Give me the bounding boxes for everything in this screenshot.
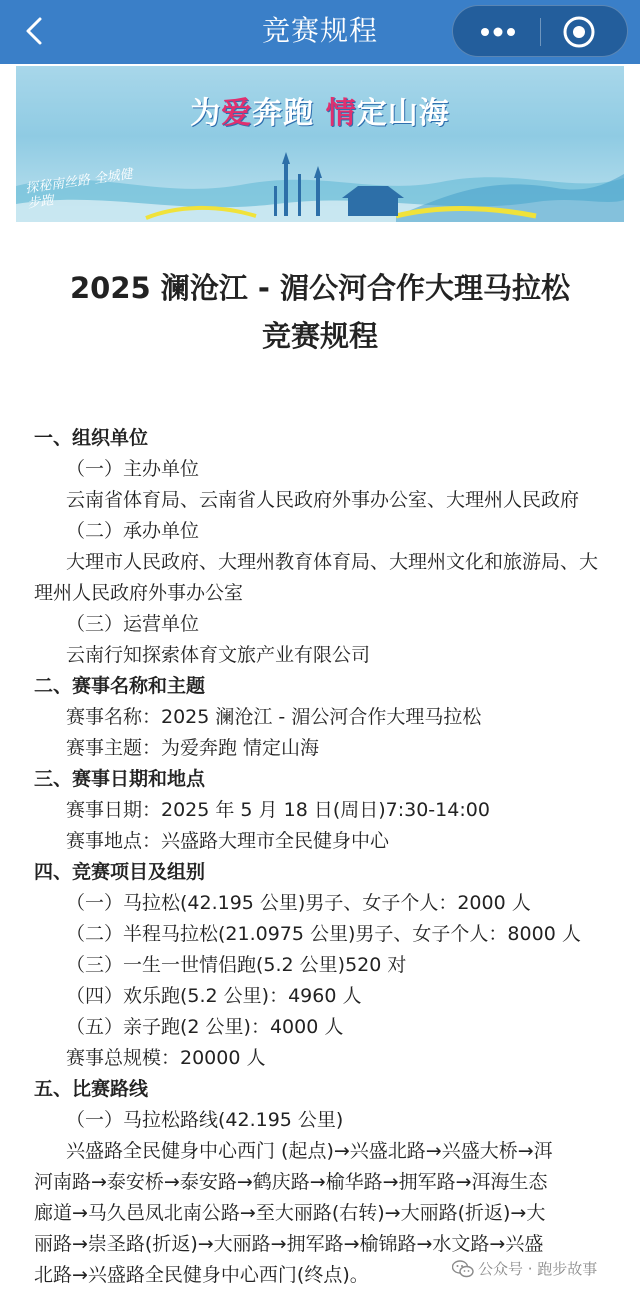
body-text: 云南行知探索体育文旅产业有限公司: [66, 644, 371, 666]
wechat-icon: [452, 1259, 474, 1279]
body-text: （四）欢乐跑(5.2 公里)：4960 人: [66, 985, 362, 1007]
body-text: 赛事地点：兴盛路大理市全民健身中心: [66, 830, 390, 852]
subsection-heading: （一）马拉松路线(42.195 公里): [66, 1109, 344, 1131]
document-title-line-1: 2025 澜沧江 - 湄公河合作大理马拉松: [69, 271, 571, 305]
body-text: （五）亲子跑(2 公里)：4000 人: [66, 1016, 344, 1038]
wechat-watermark: [452, 1256, 632, 1282]
body-text: 赛事总规模：20000 人: [66, 1047, 266, 1069]
body-text: 河南路→泰安桥→泰安路→鹤庆路→榆华路→拥军路→洱海生态: [34, 1171, 548, 1193]
body-text: （二）半程马拉松(21.0975 公里)男子、女子个人：8000 人: [66, 923, 581, 945]
subsection-heading: （一）主办单位: [66, 458, 200, 480]
document-title-line-2: 竞赛规程: [261, 319, 378, 353]
watermark-text: 公众号 · 跑步故事: [478, 1260, 598, 1278]
page-title: 竞赛规程: [261, 14, 378, 47]
target-circle-icon[interactable]: [561, 14, 597, 50]
subsection-heading: （二）承办单位: [66, 520, 200, 542]
body-text: 赛事日期：2025 年 5 月 18 日(周日)7:30-14:00: [66, 799, 490, 821]
more-dots-icon[interactable]: [475, 16, 521, 48]
body-text: 兴盛路全民健身中心西门 (起点)→兴盛北路→兴盛大桥→洱: [66, 1140, 553, 1162]
body-text: 赛事名称：2025 澜沧江 - 湄公河合作大理马拉松: [66, 706, 482, 728]
body-text: 北路→兴盛路全民健身中心西门(终点)。: [34, 1264, 369, 1286]
banner-slogan: [16, 88, 624, 132]
body-text: 理州人民政府外事办公室: [34, 582, 244, 604]
section-heading: 四、竞赛项目及组别: [34, 861, 206, 883]
section-heading: 一、组织单位: [34, 427, 149, 449]
event-banner: [16, 66, 624, 222]
section-heading: 三、赛事日期和地点: [34, 768, 206, 790]
slogan-part: 为: [190, 96, 222, 131]
body-text: 赛事主题：为爱奔跑 情定山海: [66, 737, 320, 759]
section-heading: 五、比赛路线: [34, 1078, 149, 1100]
slogan-highlight: 爱: [221, 96, 253, 131]
capsule-divider: [540, 18, 541, 46]
section-heading: 二、赛事名称和主题: [34, 675, 206, 697]
mini-program-capsule: [452, 5, 628, 57]
body-text: （三）一生一世情侣跑(5.2 公里)520 对: [66, 954, 407, 976]
body-text: 大理市人民政府、大理州教育体育局、大理州文化和旅游局、大: [66, 551, 599, 573]
nav-bar: [0, 0, 640, 64]
subsection-heading: （三）运营单位: [66, 613, 200, 635]
body-text: 云南省体育局、云南省人民政府外事办公室、大理州人民政府: [66, 489, 580, 511]
body-text: 廊道→马久邑凤北南公路→至大丽路(右转)→大丽路(折返)→大: [34, 1202, 546, 1224]
body-text: （一）马拉松(42.195 公里)男子、女子个人：2000 人: [66, 892, 531, 914]
slogan-part: 奔跑: [252, 96, 326, 131]
slogan-part: 定山海: [356, 96, 450, 131]
slogan-highlight: 情: [325, 96, 357, 131]
body-text: 丽路→崇圣路(折返)→大丽路→拥军路→榆锦路→水文路→兴盛: [34, 1233, 544, 1255]
banner-tagline: 探秘南丝路 全城健步跑: [24, 166, 134, 212]
